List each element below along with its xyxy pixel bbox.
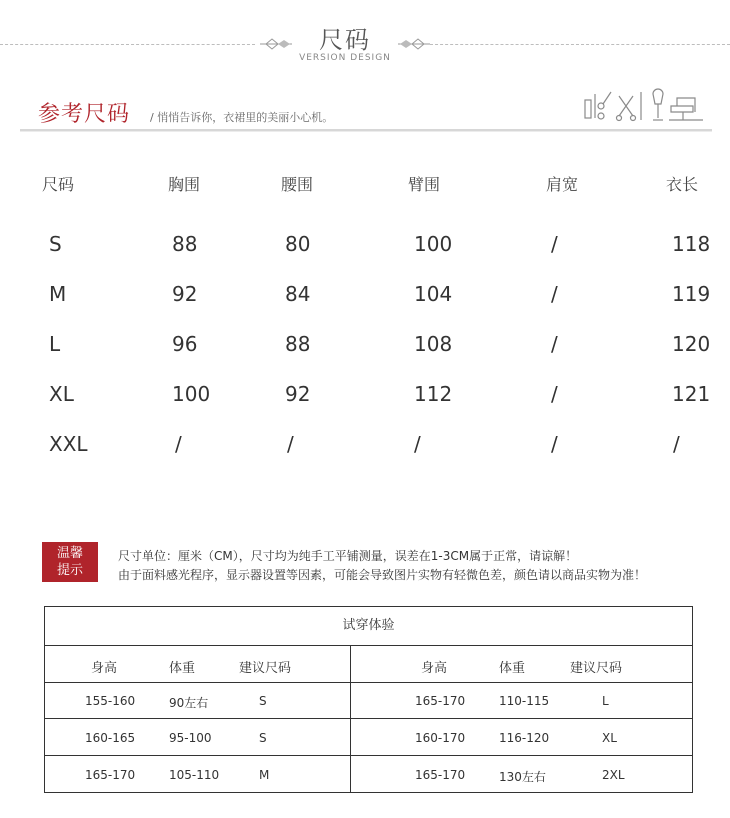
size-cell: 88 bbox=[285, 332, 311, 356]
trial-header-height: 身高 bbox=[421, 661, 448, 676]
size-cell: 80 bbox=[285, 232, 311, 256]
trial-header-height: 身高 bbox=[91, 661, 118, 676]
size-cell: 121 bbox=[672, 382, 711, 406]
trial-cell: 95-100 bbox=[169, 731, 212, 745]
size-cell: XL bbox=[49, 382, 74, 406]
tip-badge-line2: 提示 bbox=[56, 563, 83, 578]
size-cell: 119 bbox=[672, 282, 711, 306]
size-cell: / bbox=[551, 432, 558, 456]
column-divider bbox=[350, 645, 351, 792]
size-header-size: 尺码 bbox=[42, 175, 75, 194]
size-cell: / bbox=[551, 332, 558, 356]
size-cell: 96 bbox=[172, 332, 198, 356]
size-cell: 88 bbox=[172, 232, 198, 256]
size-header-waist: 腰围 bbox=[281, 175, 314, 194]
size-cell: 92 bbox=[285, 382, 311, 406]
size-header-shoulder: 肩宽 bbox=[546, 175, 579, 194]
trial-header-size: 建议尺码 bbox=[239, 661, 292, 676]
size-header-length: 衣长 bbox=[666, 175, 699, 194]
trial-cell: XL bbox=[602, 731, 617, 745]
trial-cell: 155-160 bbox=[85, 694, 136, 708]
trial-cell: M bbox=[259, 768, 270, 782]
size-cell: 104 bbox=[414, 282, 453, 306]
tip-text-1: 尺寸单位：厘米（CM），尺寸均为纯手工平铺测量，误差在1-3CM属于正常，请谅解！ bbox=[118, 549, 578, 563]
size-cell: 92 bbox=[172, 282, 198, 306]
size-cell: S bbox=[49, 232, 62, 256]
trial-header-size: 建议尺码 bbox=[570, 661, 623, 676]
size-cell: XXL bbox=[49, 432, 88, 456]
size-cell: L bbox=[49, 332, 61, 356]
trial-cell: 130左右 bbox=[499, 770, 546, 784]
trial-cell: S bbox=[259, 731, 267, 745]
trial-cell: 116-120 bbox=[499, 731, 550, 745]
banner-rule-right bbox=[430, 44, 730, 45]
size-header-arm: 臂围 bbox=[408, 175, 441, 194]
size-cell: M bbox=[49, 282, 67, 306]
section-title: 参考尺码 bbox=[38, 102, 131, 127]
size-cell: / bbox=[551, 282, 558, 306]
size-cell: / bbox=[175, 432, 182, 456]
trial-cell: 110-115 bbox=[499, 694, 550, 708]
trial-header-weight: 体重 bbox=[169, 661, 196, 676]
size-cell: 108 bbox=[414, 332, 453, 356]
size-cell: / bbox=[551, 382, 558, 406]
size-cell: 100 bbox=[172, 382, 211, 406]
ornament-left-icon bbox=[258, 36, 294, 52]
trial-cell: 165-170 bbox=[85, 768, 136, 782]
ornament-right-icon bbox=[396, 36, 432, 52]
size-cell: 84 bbox=[285, 282, 311, 306]
tip-badge bbox=[42, 542, 98, 582]
trial-header-weight: 体重 bbox=[499, 661, 526, 676]
trial-cell: 105-110 bbox=[169, 768, 220, 782]
trial-cell: 165-170 bbox=[415, 694, 466, 708]
trial-cell: L bbox=[602, 694, 609, 708]
trial-header-divider bbox=[45, 682, 692, 683]
row-divider bbox=[45, 718, 692, 719]
trial-cell: 2XL bbox=[602, 768, 625, 782]
size-cell: / bbox=[673, 432, 680, 456]
size-cell: 112 bbox=[414, 382, 453, 406]
size-cell: 100 bbox=[414, 232, 453, 256]
trial-cell: 165-170 bbox=[415, 768, 466, 782]
size-cell: 120 bbox=[672, 332, 711, 356]
banner-subtitle: VERSION DESIGN bbox=[299, 53, 391, 63]
trial-cell: S bbox=[259, 694, 267, 708]
section-subtitle: / 悄悄告诉你，衣裙里的美丽小心机。 bbox=[150, 111, 334, 124]
trial-cell: 90左右 bbox=[169, 696, 209, 710]
section-divider-shadow bbox=[20, 131, 712, 132]
trial-cell: 160-170 bbox=[415, 731, 466, 745]
size-cell: / bbox=[551, 232, 558, 256]
tip-badge-line1: 温馨 bbox=[56, 546, 83, 561]
sewing-tools-icon bbox=[583, 86, 708, 124]
banner-rule-left bbox=[0, 44, 255, 45]
row-divider bbox=[45, 755, 692, 756]
trial-cell: 160-165 bbox=[85, 731, 136, 745]
size-cell: / bbox=[414, 432, 421, 456]
size-header-chest: 胸围 bbox=[168, 175, 201, 194]
trial-table bbox=[44, 606, 693, 793]
size-cell: 118 bbox=[672, 232, 711, 256]
tip-text-2: 由于面料感光程序，显示器设置等因素，可能会导致图片实物有轻微色差，颜色请以商品实物为准！ bbox=[118, 568, 647, 582]
trial-table-title: 试穿体验 bbox=[45, 607, 692, 646]
size-cell: / bbox=[287, 432, 294, 456]
banner-title: 尺码 bbox=[319, 26, 371, 54]
